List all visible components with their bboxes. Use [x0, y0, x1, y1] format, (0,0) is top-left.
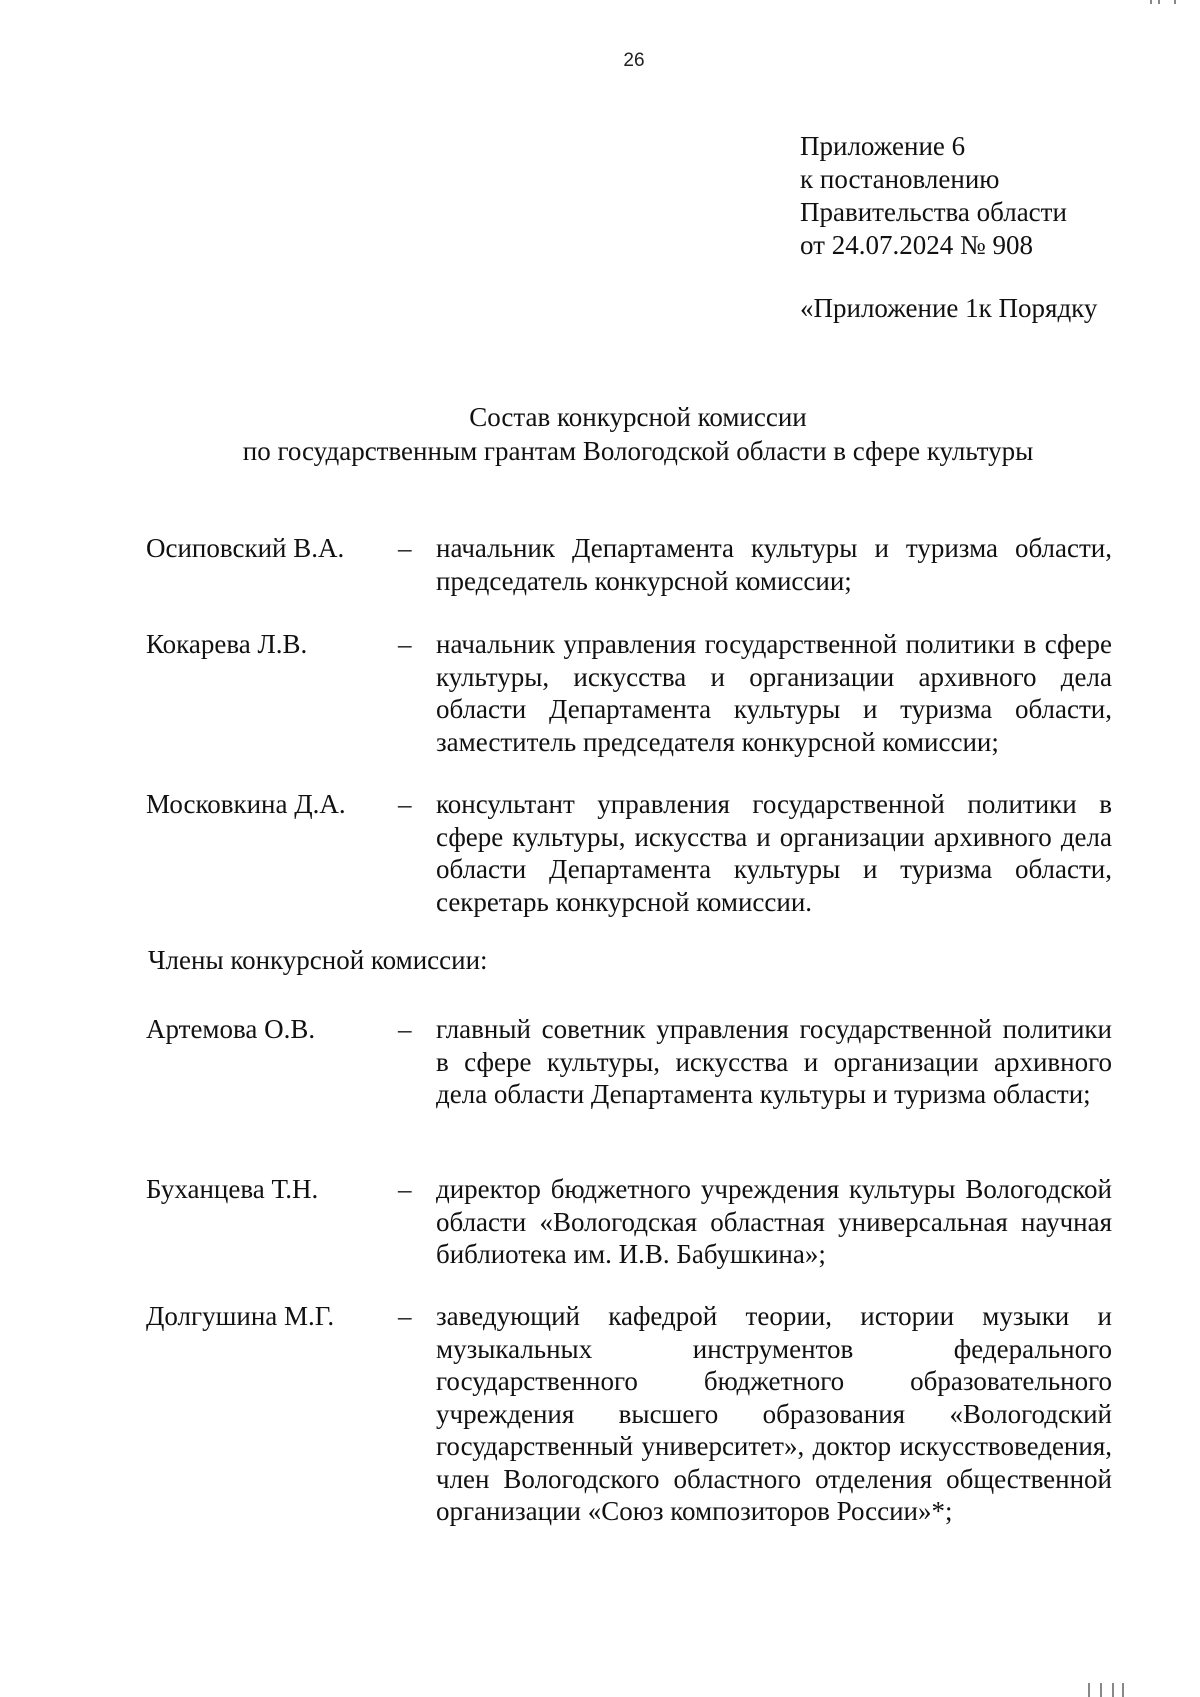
title-line-2: по государственным грантам Вологодской области в сфере культуры [242, 436, 1034, 466]
commission-member-entry [146, 1173, 1112, 1271]
scan-artifact [1088, 1683, 1090, 1697]
document-title [0, 400, 1200, 468]
scan-artifact [1174, 0, 1176, 4]
member-role: заведующий кафедрой теории, истории музыки и музыкальных инструментов федерального государственного бюджетного образовательного учреждения высшего образования «Вологодский государственный университет», доктор искусствоведения, член Вологодского областного отделения общественной организации «Союз композиторов России»*; [436, 1301, 1112, 1526]
appendix-block [800, 130, 1067, 262]
scan-artifact [1122, 1683, 1124, 1697]
scan-artifact [1100, 1683, 1102, 1697]
members-heading: Члены конкурсной комиссии: [148, 945, 488, 975]
dash-separator: – [398, 1301, 412, 1331]
commission-entry-chair [146, 532, 1112, 597]
scan-artifact [1112, 1683, 1114, 1697]
member-role: главный советник управления государственной политики в сфере культуры, искусства и организации архивного дела области Департамента культуры и туризма области; [436, 1014, 1112, 1109]
appendix-line: Приложение 6 [800, 131, 966, 161]
commission-entry-deputy [146, 628, 1112, 758]
member-role: директор бюджетного учреждения культуры Вологодской области «Вологодская областная универсальная научная библиотека им. И.В. Бабушкина»; [436, 1174, 1112, 1269]
commission-entry-secretary [146, 788, 1112, 918]
scan-artifact [1150, 0, 1152, 4]
page-number: 26 [623, 50, 645, 71]
dash-separator: – [398, 1014, 412, 1044]
dash-separator: – [398, 1174, 412, 1204]
member-role: начальник Департамента культуры и туризма области, председатель конкурсной комиссии; [436, 533, 1112, 596]
member-name: Долгушина М.Г. [146, 1301, 335, 1331]
member-name: Осиповский В.А. [146, 533, 345, 563]
appendix-reference: «Приложение 1к Порядку [800, 293, 1098, 323]
appendix-line: Правительства области [800, 197, 1067, 227]
member-name: Московкина Д.А. [146, 789, 346, 819]
dash-separator: – [398, 629, 412, 659]
commission-member-entry [146, 1300, 1112, 1528]
member-role: начальник управления государственной политики в сфере культуры, искусства и организации архивного дела области Департамента культуры и туризма области, заместитель председателя конкурсной комиссии; [436, 629, 1112, 757]
title-line-1: Состав конкурсной комиссии [469, 402, 807, 432]
member-name: Кокарева Л.В. [146, 629, 308, 659]
member-role: консультант управления государственной политики в сфере культуры, искусства и организации архивного дела области Департамента культуры и туризма области, секретарь конкурсной комиссии. [436, 789, 1112, 917]
dash-separator: – [398, 533, 412, 563]
appendix-line: от 24.07.2024 № 908 [800, 230, 1033, 260]
dash-separator: – [398, 789, 412, 819]
member-name: Артемова О.В. [146, 1014, 316, 1044]
member-name: Буханцева Т.Н. [146, 1174, 319, 1204]
appendix-line: к постановлению [800, 164, 1000, 194]
scan-artifact [1158, 0, 1160, 4]
commission-member-entry [146, 1013, 1112, 1111]
